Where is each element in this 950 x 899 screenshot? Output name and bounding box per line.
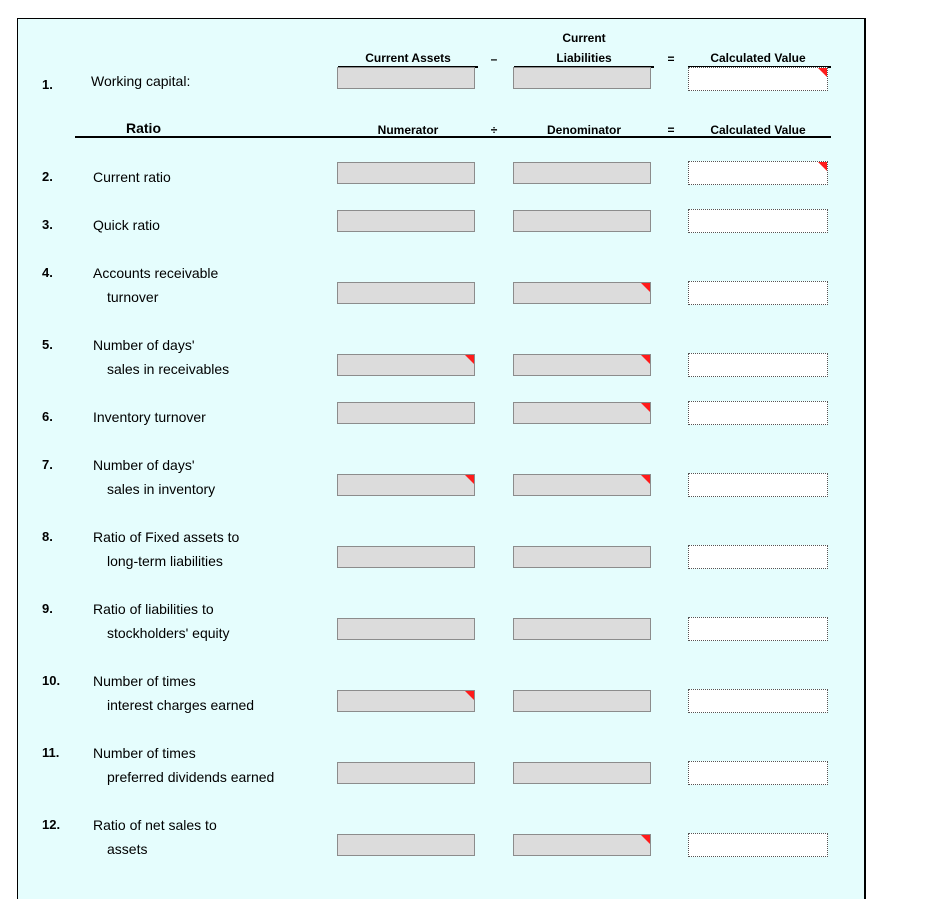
row-label: Ratio of net sales to xyxy=(93,817,217,833)
calculated-value-cell[interactable] xyxy=(688,401,828,425)
row-label-continued: long-term liabilities xyxy=(107,553,223,569)
row-label-continued: sales in inventory xyxy=(107,481,216,497)
row-label-continued: assets xyxy=(107,841,148,857)
header-calculated-value: Calculated Value xyxy=(710,123,806,137)
row-label-continued: sales in receivables xyxy=(107,361,230,377)
row-label: Accounts receivable xyxy=(93,265,219,281)
row-label: Current ratio xyxy=(93,169,171,185)
row-label: Number of times xyxy=(93,673,196,689)
row-label: Number of days' xyxy=(93,457,195,473)
numerator-input[interactable] xyxy=(337,282,475,304)
denominator-input[interactable] xyxy=(513,834,651,856)
denominator-input[interactable] xyxy=(513,690,651,712)
row-label: Inventory turnover xyxy=(93,409,206,425)
row-number: 10. xyxy=(42,673,61,688)
header-equals-operator: = xyxy=(667,52,675,66)
denominator-input[interactable] xyxy=(513,618,651,640)
comment-flag-icon[interactable] xyxy=(641,403,650,412)
header-ratio: Ratio xyxy=(126,120,161,136)
comment-flag-icon[interactable] xyxy=(465,355,474,364)
numerator-input[interactable] xyxy=(337,354,475,376)
ratio-header-rule xyxy=(75,136,831,138)
calculated-value-cell[interactable] xyxy=(688,353,828,377)
calculated-value-cell[interactable] xyxy=(688,161,828,185)
row-label-continued: interest charges earned xyxy=(107,697,255,713)
header-equals-operator: = xyxy=(667,123,675,137)
denominator-input[interactable] xyxy=(513,402,651,424)
denominator-input[interactable] xyxy=(513,282,651,304)
denominator-input[interactable] xyxy=(513,162,651,184)
header-divide-operator: ÷ xyxy=(490,123,498,137)
numerator-input[interactable] xyxy=(337,474,475,496)
numerator-input[interactable] xyxy=(337,162,475,184)
comment-flag-icon[interactable] xyxy=(465,475,474,484)
numerator-input[interactable] xyxy=(337,834,475,856)
comment-flag-icon[interactable] xyxy=(818,68,827,77)
numerator-input[interactable] xyxy=(337,210,475,232)
comment-flag-icon[interactable] xyxy=(641,475,650,484)
row-number: 5. xyxy=(42,337,53,352)
calculated-value-cell[interactable] xyxy=(688,281,828,305)
row-label: Ratio of liabilities to xyxy=(93,601,214,617)
header-current-liabilities-line2: Liabilities xyxy=(556,51,612,65)
calculated-value-cell[interactable] xyxy=(688,209,828,233)
numerator-input[interactable] xyxy=(337,546,475,568)
calculated-value-cell[interactable] xyxy=(688,689,828,713)
row-number: 11. xyxy=(42,745,60,760)
numerator-input[interactable] xyxy=(337,402,475,424)
current-assets-input[interactable] xyxy=(337,67,475,89)
comment-flag-icon[interactable] xyxy=(818,162,827,171)
comment-flag-icon[interactable] xyxy=(465,691,474,700)
current-liabilities-input[interactable] xyxy=(513,67,651,89)
header-calculated-value: Calculated Value xyxy=(710,51,806,65)
ratio-worksheet xyxy=(17,18,866,899)
calculated-value-cell[interactable] xyxy=(688,833,828,857)
row-label-continued: stockholders' equity xyxy=(107,625,230,641)
calculated-value-cell[interactable] xyxy=(688,545,828,569)
header-current-assets: Current Assets xyxy=(365,51,451,65)
numerator-input[interactable] xyxy=(337,762,475,784)
denominator-input[interactable] xyxy=(513,474,651,496)
row-number: 6. xyxy=(42,409,53,424)
row-label: Number of times xyxy=(93,745,196,761)
row-number: 2. xyxy=(42,169,53,184)
row-label-continued: turnover xyxy=(107,289,159,305)
denominator-input[interactable] xyxy=(513,762,651,784)
denominator-input[interactable] xyxy=(513,546,651,568)
working-capital-result[interactable] xyxy=(688,67,828,91)
row-label-continued: preferred dividends earned xyxy=(107,769,275,785)
comment-flag-icon[interactable] xyxy=(641,283,650,292)
row-number: 9. xyxy=(42,601,53,616)
numerator-input[interactable] xyxy=(337,690,475,712)
numerator-input[interactable] xyxy=(337,618,475,640)
denominator-input[interactable] xyxy=(513,210,651,232)
row-number: 7. xyxy=(42,457,53,472)
header-minus-operator: – xyxy=(490,52,498,66)
row-number: 3. xyxy=(42,217,53,232)
header-denominator: Denominator xyxy=(546,123,621,137)
row-number: 1. xyxy=(42,77,53,92)
row-number: 8. xyxy=(42,529,53,544)
denominator-input[interactable] xyxy=(513,354,651,376)
row-number: 4. xyxy=(42,265,53,280)
row-label: Quick ratio xyxy=(93,217,160,233)
header-numerator: Numerator xyxy=(377,123,439,137)
row-number: 12. xyxy=(42,817,61,832)
row-label: Working capital: xyxy=(91,73,191,89)
comment-flag-icon[interactable] xyxy=(641,835,650,844)
calculated-value-cell[interactable] xyxy=(688,617,828,641)
calculated-value-cell[interactable] xyxy=(688,761,828,785)
row-label: Number of days' xyxy=(93,337,195,353)
header-current-liabilities-line1: Current xyxy=(562,31,606,45)
comment-flag-icon[interactable] xyxy=(641,355,650,364)
calculated-value-cell[interactable] xyxy=(688,473,828,497)
row-label: Ratio of Fixed assets to xyxy=(93,529,240,545)
